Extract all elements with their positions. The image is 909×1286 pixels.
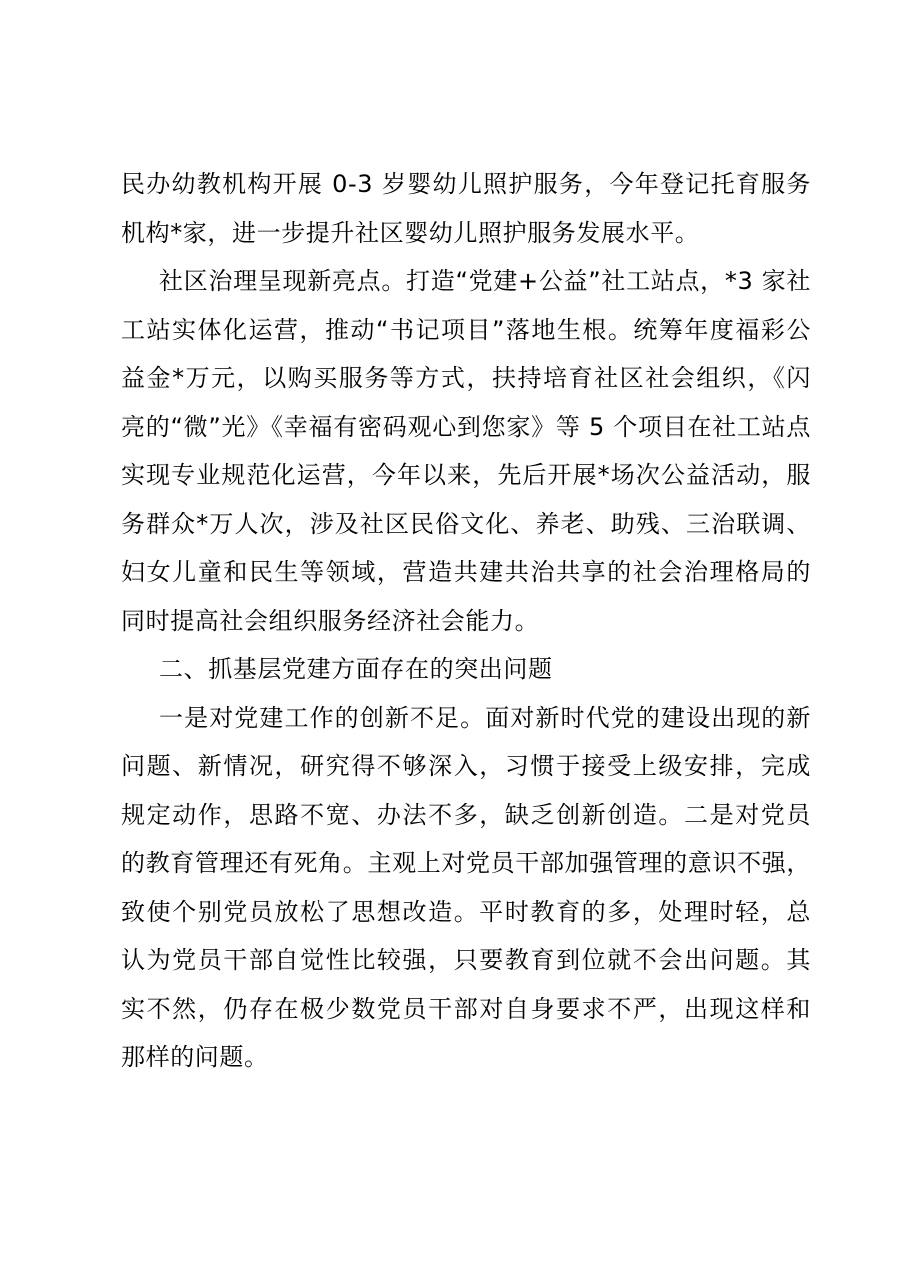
paragraph-1-line-1: 民办幼教机构开展 0-3 岁婴幼儿照护服务，今年登记托育服务 xyxy=(121,170,811,198)
paragraph-3-line-3: 规定动作，思路不宽、办法不多，缺乏创新创造。二是对党员 xyxy=(121,800,811,829)
paragraph-3-line-5: 致使个别党员放松了思想改造。平时教育的多，处理时轻，总 xyxy=(121,897,811,926)
document-body xyxy=(121,160,811,1082)
paragraph-3-line-7: 实不然，仍存在极少数党员干部对自身要求不严，出现这样和 xyxy=(121,994,811,1023)
paragraph-2-line-8: 同时提高社会组织服务经济社会能力。 xyxy=(121,606,540,635)
paragraph-2-line-3: 益金*万元，以购买服务等方式，扶持培育社区社会组织，《闪 xyxy=(121,364,811,392)
paragraph-2-line-6: 务群众*万人次，涉及社区民俗文化、养老、助残、三治联调、 xyxy=(121,509,811,538)
paragraph-3-line-2: 问题、新情况，研究得不够深入，习惯于接受上级安排，完成 xyxy=(121,752,811,780)
paragraph-3-line-1: 一是对党建工作的创新不足。面对新时代党的建设出现的新 xyxy=(159,703,811,732)
paragraph-2-line-4: 亮的“微”光》《幸福有密码观心到您家》等 5 个项目在社工站点 xyxy=(121,412,811,441)
paragraph-2-line-1: 社区治理呈现新亮点。打造“党建+公益”社工站点，*3 家社 xyxy=(159,267,811,295)
paragraph-3-line-6: 认为党员干部自觉性比较强，只要教育到位就不会出问题。其 xyxy=(121,946,811,974)
paragraph-2-line-5: 实现专业规范化运营，今年以来，先后开展*场次公益活动，服 xyxy=(121,461,811,489)
paragraph-3-line-4: 的教育管理还有死角。主观上对党员干部加强管理的意识不强， xyxy=(121,849,811,877)
paragraph-1-line-2: 机构*家，进一步提升社区婴幼儿照护服务发展水平。 xyxy=(121,218,700,247)
paragraph-2-line-2: 工站实体化运营，推动“书记项目”落地生根。统筹年度福彩公 xyxy=(121,315,811,344)
paragraph-2-line-7: 妇女儿童和民生等领域，营造共建共治共享的社会治理格局的 xyxy=(121,558,811,586)
section-heading: 二、抓基层党建方面存在的突出问题 xyxy=(159,655,553,683)
paragraph-3-line-8: 那样的问题。 xyxy=(121,1043,269,1071)
